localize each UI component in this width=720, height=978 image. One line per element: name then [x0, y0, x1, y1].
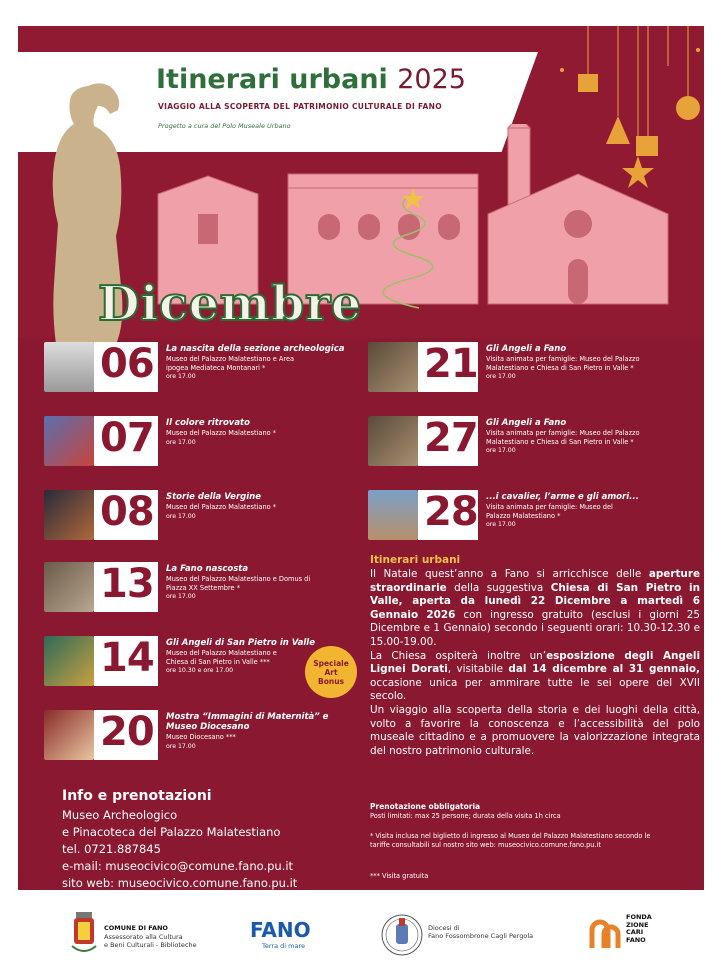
- page-title: Itinerari urbani 2025: [156, 64, 466, 95]
- event-28: [368, 490, 698, 542]
- event-thumbnail: [44, 342, 94, 392]
- event-desc: Museo del Palazzo Malatestiano * ore 17.00: [166, 503, 277, 520]
- poster: [18, 26, 704, 890]
- event-time: ore 17.00: [166, 512, 196, 520]
- event-06: [44, 342, 354, 394]
- event-title: Gli Angeli di San Pietro in Valle: [166, 638, 315, 648]
- itinerari-heading: Itinerari urbani: [370, 554, 461, 566]
- event-time: ore 17.00: [486, 521, 516, 528]
- footnote-single: * Visita inclusa nel biglietto di ingresso al Museo del Palazzo Malatestiano secondo le tariffe consultabili sul nostro sito web: museocivico.comune.fano.pu.it: [370, 832, 651, 849]
- event-title: La Fano nascosta: [166, 564, 249, 574]
- prenotazione-text: Posti limitati: max 25 persone; durata della visita 1h circa: [370, 812, 561, 820]
- event-desc: Visita animata per famiglie: Museo del Palazzo Malatestiano * ore 17.00: [486, 503, 613, 528]
- event-day: 21: [424, 341, 478, 387]
- event-time: ore 17.00: [486, 373, 516, 380]
- event-thumbnail: [44, 562, 94, 612]
- event-desc: Museo del Palazzo Malatestiano e Domus di Piazza XX Settembre * ore 17.00: [166, 575, 311, 600]
- event-desc: Visita animata per famiglie: Museo del Palazzo Malatestiano e Chiesa di San Pietro in Valle * ore 17.00: [486, 429, 640, 454]
- event-thumbnail: [368, 490, 418, 540]
- event-time: ore 17.00: [166, 742, 196, 750]
- fano-tagline: Terra di mare: [262, 942, 305, 950]
- event-title: Il colore ritrovato: [166, 418, 250, 428]
- prenotazione-title: Prenotazione obbligatoria: [370, 802, 481, 811]
- event-title: Storie della Vergine: [166, 492, 261, 502]
- event-thumbnail: [44, 416, 94, 466]
- event-21: [368, 342, 698, 394]
- event-day: 08: [100, 489, 154, 535]
- event-13: [44, 562, 354, 614]
- event-title: ...i cavalier, l’arme e gli amori...: [486, 492, 639, 502]
- fondazione-logo-icon: [588, 914, 622, 950]
- event-07: [44, 416, 354, 468]
- event-day: 14: [100, 635, 154, 681]
- diocese-name: Diocesi di Fano Fossombrone Cagli Pergola: [428, 924, 534, 940]
- info-title: Info e prenotazioni: [62, 788, 212, 804]
- title-year: 2025: [397, 64, 466, 95]
- event-desc: Museo del Palazzo Malatestiano e Chiesa di San Pietro in Valle *** ore 10.30 e ore 17.00: [166, 649, 277, 674]
- event-thumbnail: [44, 710, 94, 760]
- event-time: ore 17.00: [166, 438, 196, 446]
- event-desc: Museo del Palazzo Malatestiano e Area ipogea Mediateca Montanari * ore 17.00: [166, 355, 295, 380]
- event-day: 07: [100, 415, 154, 461]
- event-20: [44, 710, 354, 762]
- footnote-triple: *** Visita gratuita: [370, 872, 429, 880]
- diocese-seal-icon: [380, 910, 424, 960]
- event-thumbnail: [44, 636, 94, 686]
- info-museum-2: e Pinacoteca del Palazzo Malatestiano: [62, 825, 281, 839]
- event-time: ore 17.00: [166, 593, 196, 600]
- itinerari-paragraph-1: Il Natale quest’anno a Fano si arricchisce delle aperture straordinarie della suggestiva Chiesa di San Pietro in Valle, aperta da lunedì 22 Dicembre a martedì 6 Gennaio 2026 con ingresso gratuito (esclusi i giorni 25 Dicembre e 1 Gennaio) secondo i seguenti orari: 10.30-12.30 e 15.00-19.00.: [370, 568, 701, 648]
- event-title: La nascita della sezione archeologica: [166, 344, 345, 354]
- event-desc: Museo del Palazzo Malatestiano * ore 17.00: [166, 429, 277, 446]
- itinerari-paragraph-3: Un viaggio alla scoperta della storia e dei luoghi della città, volto a favorire la conoscenza e l’accessibilità del polo museale cittadino e a promuovere la valorizzazione integrata del nostro patrimonio culturale.: [370, 703, 700, 757]
- event-day: 06: [100, 341, 154, 387]
- event-08: [44, 490, 354, 542]
- partner-logos: [0, 900, 720, 978]
- event-day: 20: [100, 709, 154, 755]
- event-27: [368, 416, 698, 468]
- fondazione-name: FONDA ZIONE CARI FANO: [626, 913, 652, 944]
- itinerari-body: [370, 568, 700, 758]
- fano-logo: FANO: [250, 918, 311, 942]
- month-heading: Dicembre: [98, 276, 362, 332]
- event-title: Gli Angeli a Fano: [486, 344, 567, 354]
- event-title: Mostra “Immagini di Maternità” e Museo Diocesano: [166, 712, 329, 732]
- event-time: ore 17.00: [166, 373, 196, 380]
- event-thumbnail: [368, 416, 418, 466]
- info-website[interactable]: sito web: museocivico.comune.fano.pu.it: [62, 876, 298, 890]
- comune-subtitle: Assessorato alla Cultura e Beni Culturali - Biblioteche: [104, 933, 197, 949]
- info-museum: Museo Archeologico: [62, 808, 178, 822]
- info-phone[interactable]: tel. 0721.887845: [62, 842, 161, 856]
- art-bonus-badge: Speciale Art Bonus: [305, 646, 357, 698]
- event-day: 27: [424, 415, 478, 461]
- comune-crest-icon: [70, 912, 98, 958]
- event-time: ore 10.30 e ore 17.00: [166, 667, 234, 674]
- itinerari-paragraph-2: La Chiesa ospiterà inoltre un’esposizione degli Angeli Lignei Dorati, visitabile dal 14 dicembre al 31 gennaio, occasione unica per ammirare tutte le sei opere del XVII secolo.: [370, 649, 701, 703]
- info-email[interactable]: e-mail: museocivico@comune.fano.pu.it: [62, 859, 294, 873]
- event-time: ore 17.00: [486, 447, 516, 454]
- comune-title: COMUNE DI FANO: [104, 924, 168, 932]
- event-desc: Museo Diocesano *** ore 17.00: [166, 733, 236, 750]
- event-day: 13: [100, 561, 154, 607]
- event-day: 28: [424, 489, 478, 535]
- event-thumbnail: [44, 490, 94, 540]
- event-thumbnail: [368, 342, 418, 392]
- event-title: Gli Angeli a Fano: [486, 418, 567, 428]
- tagline: Progetto a cura del Polo Museale Urbano: [158, 122, 291, 130]
- subtitle: VIAGGIO ALLA SCOPERTA DEL PATRIMONIO CULTURALE DI FANO: [158, 102, 442, 111]
- event-desc: Visita animata per famiglie: Museo del Palazzo Malatestiano e Chiesa di San Pietro in Valle * ore 17.00: [486, 355, 640, 380]
